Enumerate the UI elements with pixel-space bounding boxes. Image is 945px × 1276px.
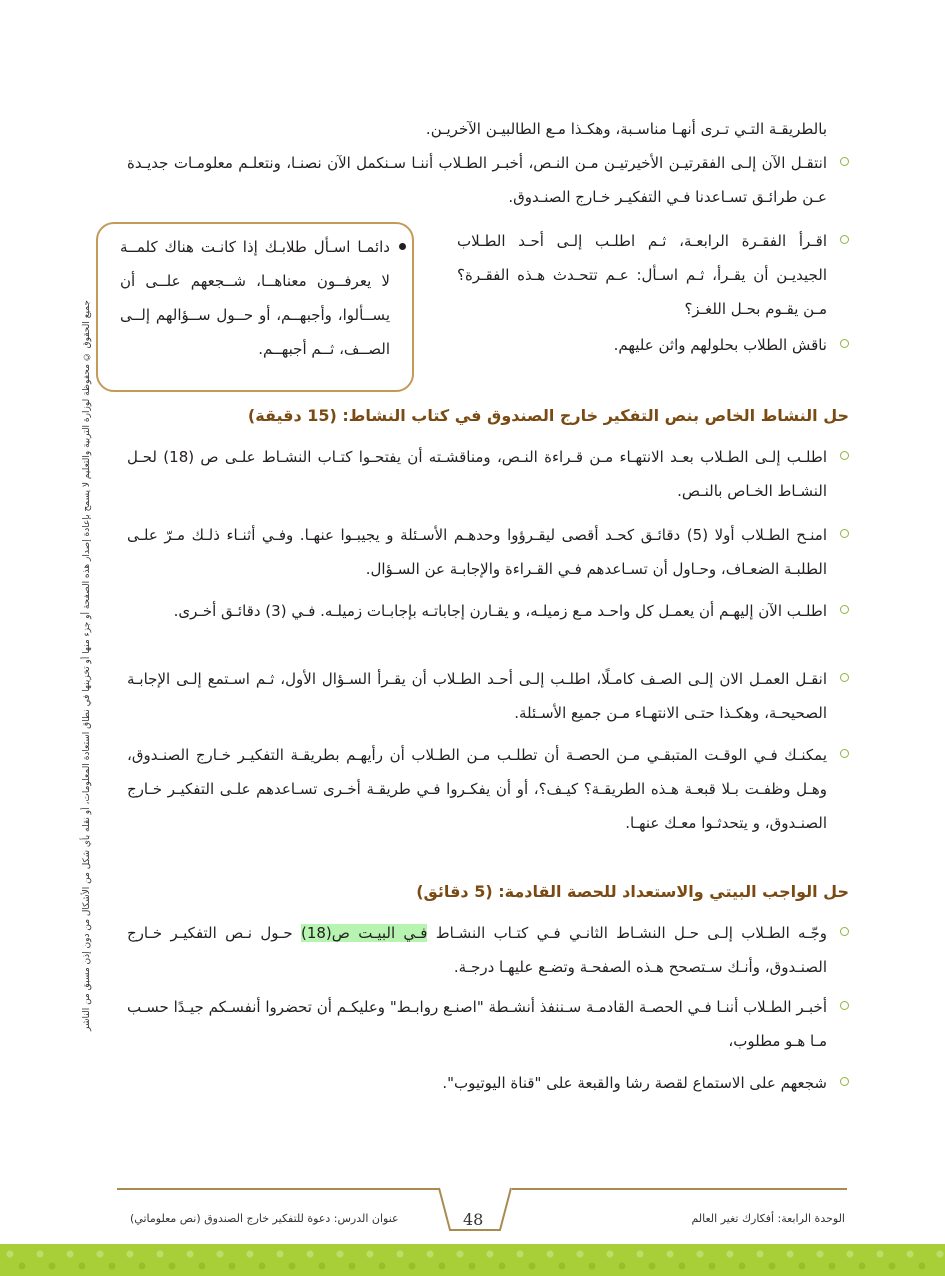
copyright-side-note: جميع الحقوق © محفوظة لوزارة التربية والتعليم لا يسمح بإعادة إصدار هذه الصفحة أو جزء منها أو تخزينها في نطاق استعادة المعلومات، أو نقله بأي شكل من الأشكال من دون إذن مسبق من الناشر: [82, 300, 92, 1031]
tip-callout-text: دائمـا اسـأل طلابـك إذا كانـت هناك كلمــة لا يعرفــون معناهــا، شــجعهم علــى أن يســألوا، وأجبهــم، أو حــول ســؤالهم إلــى الصــف، ثــم أجبهــم.: [120, 238, 390, 358]
page-number: 48: [463, 1210, 484, 1229]
activity-item-3-text: اطلـب الآن إليهـم أن يعمـل كل واحـد مـع زميلـه، و يقـارن إجاباتـه بإجابـات زميلـه. فـي (3) دقائـق أخـرى.: [173, 602, 827, 620]
footer-rule-left: [117, 1188, 439, 1190]
bullet-dot-icon: [399, 243, 406, 250]
bullet-circle-icon: [840, 1001, 849, 1010]
bullet-circle-icon: [840, 1077, 849, 1086]
activity-item-5-text: يمكنـك فـي الوقـت المتبقـي مـن الحصـة أن تطلـب مـن الطـلاب أن رأيهـم بطريقـة التفكيـر خـارج الصنـدوق، وهـل وظفـت بـلا قبعـة هـذه الطريقـة؟ كيـف؟، أو أن يفكـروا فـي طريقـة أخـرى تسـاعدهم علـى التفكيـر خـارج الصنـدوق، و يتحدثـوا معـك عنهـا.: [127, 746, 827, 832]
intro-item-3-text: ناقش الطلاب بحلولهم واثن عليهم.: [613, 336, 827, 354]
bullet-circle-icon: [840, 529, 849, 538]
footer-unit-title: الوحدة الرابعة: أفكارك تغير العالم: [691, 1212, 845, 1225]
activity-item-1-text: اطلـب إلـى الطـلاب بعـد الانتهـاء مـن قـراءة النـص، ومناقشـته أن يفتحـوا كتـاب النشـاط علـى ص (18) لحـل النشـاط الخـاص بالنـص.: [127, 448, 827, 500]
footer-rule-right: [512, 1188, 847, 1190]
homework-item-1-text-a: وجّـه الطـلاب إلـى حـل النشـاط الثانـي فـي كتـاب النشـاط: [427, 924, 827, 942]
activity-item-4-text: انقـل العمـل الان إلـى الصـف كامـلًا، اطلـب إلـى أحـد الطـلاب أن يقـرأ السـؤال الأول، ثـم اسـتمع إلـى الإجابـة الصحيحـة، وهكـذا حتـى الانتهـاء مـن جميع الأسـئلة.: [127, 670, 827, 722]
section-heading-activity: حل النشاط الخاص بنص التفكير خارج الصندوق في كتاب النشاط: (15 دقيقة): [247, 406, 849, 425]
bullet-circle-icon: [840, 235, 849, 244]
bullet-circle-icon: [840, 673, 849, 682]
activity-item-3: [127, 594, 827, 628]
homework-item-2-text: أخبـر الطـلاب أننـا فـي الحصـة القادمـة سـننفذ أنشـطة "اصنـع روابـط" وعليكـم أن تحضروا أنفسـكم جيـدًا حسـب مـا هـو مطلوب،: [127, 998, 827, 1050]
section-heading-homework: حل الواجب البيتي والاستعداد للحصة القادمة: (5 دقائق): [416, 882, 849, 901]
bullet-circle-icon: [840, 605, 849, 614]
homework-item-3: [127, 1066, 827, 1100]
homework-item-2: [127, 990, 827, 1058]
homework-item-3-text: شجعهم على الاستماع لقصة رشا والقبعة على "قناة اليوتيوب".: [442, 1074, 827, 1092]
bullet-circle-icon: [840, 927, 849, 936]
intro-continuation-text: بالطريقـة التـي تـرى أنهـا مناسـبة، وهكـذا مـع الطالبيـن الآخريـن.: [425, 120, 827, 138]
footer-lesson-title: عنوان الدرس: دعوة للتفكير خارج الصندوق (نص معلوماتي): [130, 1212, 399, 1225]
activity-item-4: [127, 662, 827, 730]
bullet-circle-icon: [840, 749, 849, 758]
tip-callout-text-wrap: [120, 230, 390, 366]
bullet-circle-icon: [840, 339, 849, 348]
homework-item-1: [127, 916, 827, 984]
bullet-circle-icon: [840, 451, 849, 460]
activity-item-5: [127, 738, 827, 840]
intro-item-1: [127, 146, 827, 214]
activity-item-2: [127, 518, 827, 586]
activity-item-1: [127, 440, 827, 508]
bullet-circle-icon: [840, 157, 849, 166]
intro-item-2: [457, 224, 827, 326]
tip-callout-box: [96, 222, 414, 392]
intro-continuation: [127, 112, 827, 146]
intro-item-3: [457, 328, 827, 362]
decorative-footer-band: [0, 1244, 945, 1276]
intro-item-2-text: اقـرأ الفقـرة الرابعـة، ثـم اطلـب إلـى أحـد الطـلاب الجيديـن أن يقـرأ، ثـم اسـأل: عـم تتحـدث هـذه الفقـرة؟ مـن يقـوم بحـل اللغـز؟: [457, 232, 827, 318]
activity-item-2-text: امنـح الطـلاب أولا (5) دقائـق كحـد أقصى ليقـرؤوا وحدهـم الأسـئلة و يجيبـوا عنهـا. وفـي أثنـاء ذلـك مـرّ علـى الطلبـة الضعـاف، وحـاول أن تسـاعدهم فـي القـراءة والإجابـة عن السـؤال.: [127, 526, 828, 578]
homework-item-1-text-b: حـول نـص التفكيـر خـارج الصنـدوق، وأنـك سـتصحح هـذه الصفحـة وتضـع عليهـا درجـة.: [127, 924, 827, 976]
homework-item-1-highlight: فـي البيـت ص(18): [300, 924, 428, 942]
intro-item-1-text: انتقـل الآن إلـى الفقرتيـن الأخيرتيـن مـن النـص، أخبـر الطـلاب أننـا سـنكمل الآن نصنـا، ونتعلـم معلومـات جديـدة عـن طرائـق تسـاعدنا فـي التفكيـر خـارج الصنـدوق.: [127, 154, 827, 206]
